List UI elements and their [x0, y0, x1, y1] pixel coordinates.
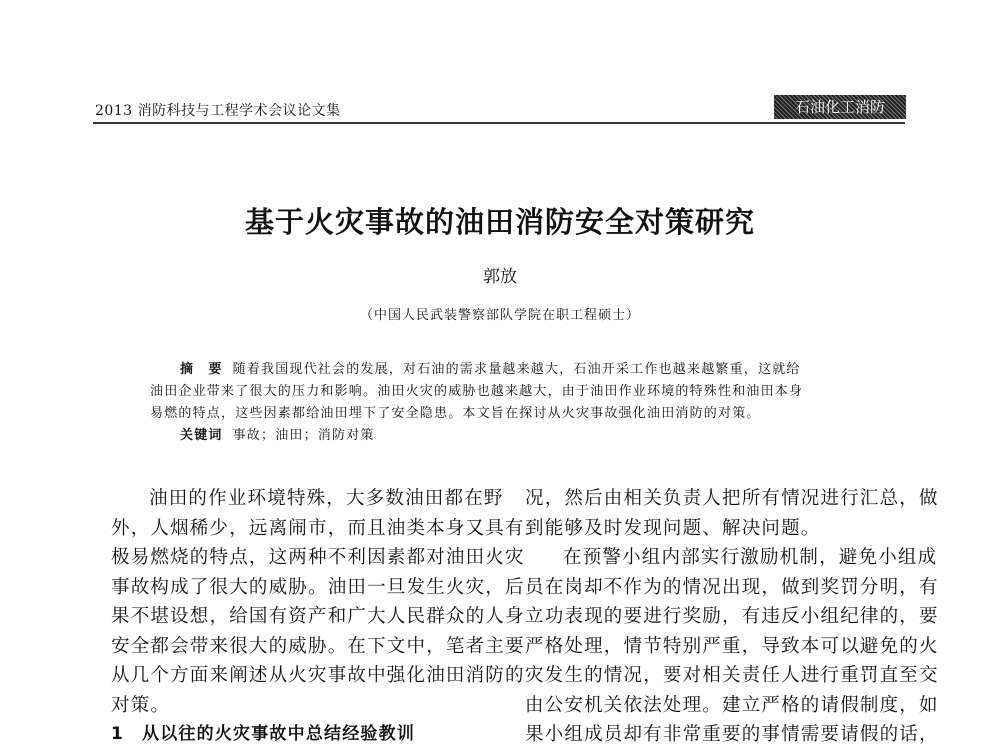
body-line: 对策。: [111, 694, 171, 716]
keywords-label: 关键词: [180, 428, 223, 443]
right-column: [525, 484, 939, 750]
section-title: 从以往的火灾事故中总结经验教训: [142, 724, 416, 744]
body-line: 况，然后由相关负责人把所有情况进行汇总，做: [525, 488, 939, 509]
section-heading: [111, 720, 501, 750]
body-line: 事故构成了很大的威胁。油田一旦发生火灾，后: [111, 576, 525, 598]
author-affiliation: （中国人民武装警察部队学院在职工程硕士）: [359, 308, 640, 323]
abstract-block: [150, 359, 880, 447]
abstract-label: 摘 要: [180, 362, 223, 377]
abstract-line: 油田企业带来了很大的压力和影响。油田火灾的威胁也越来越大，由于油田作业环境的特殊性和油田本身: [150, 384, 804, 399]
body-line: 员在岗却不作为的情况出现，做到奖罚分明，有: [525, 576, 939, 598]
article-title: 基于火灾事故的油田消防安全对策研究: [244, 205, 755, 239]
abstract-line: [150, 359, 880, 381]
body-line: 从几个方面来阐述从火灾事故中强化油田消防的: [111, 665, 525, 686]
body-line: 严格处理，情节特别严重，导致本可以避免的火: [525, 635, 939, 657]
body-line: 果不堪设想，给国有资产和广大人民群众的人身: [111, 606, 525, 627]
body-line: 外，人烟稀少，远离闹市，而且油类本身又具有: [111, 517, 525, 539]
body-line: 极易燃烧的特点，这两种不利因素都对油田火灾: [111, 547, 525, 568]
body-line: 果小组成员却有非常重要的事情需要请假的话，: [525, 724, 939, 745]
body-line: 油田的作业环境特殊，大多数油田都在野: [149, 488, 504, 509]
article-author: 郭放: [483, 267, 517, 287]
body-line: 安全都会带来很大的威胁。在下文中，笔者主要: [111, 635, 525, 657]
body-line: 在预警小组内部实行激励机制，避免小组成: [563, 547, 938, 568]
section-badge: 石油化工消防: [774, 95, 906, 119]
keywords-line: [150, 425, 880, 447]
abstract-text: 随着我国现代社会的发展，对石油的需求量越来越大，石油开采工作也越来越繁重，这就给: [232, 362, 801, 377]
body-line: 灾发生的情况，要对相关责任人进行重罚直至交: [525, 665, 939, 686]
body-line: 由公安机关依法处理。建立严格的请假制度，如: [525, 694, 939, 716]
header-divider: [93, 122, 905, 124]
section-number: 1: [111, 724, 125, 744]
keywords-text: 事故；油田；消防对策: [232, 428, 375, 443]
left-column: [111, 484, 525, 750]
abstract-line: 易燃的特点，这些因素都给油田埋下了安全隐患。本文旨在探讨从火灾事故强化油田消防的对策。: [150, 406, 761, 421]
proceedings-header: 2013 消防科技与工程学术会议论文集: [95, 103, 341, 119]
body-line: 到能够及时发现问题、解决问题。: [525, 517, 821, 539]
body-line: 立功表现的要进行奖励，有违反小组纪律的，要: [525, 606, 939, 627]
